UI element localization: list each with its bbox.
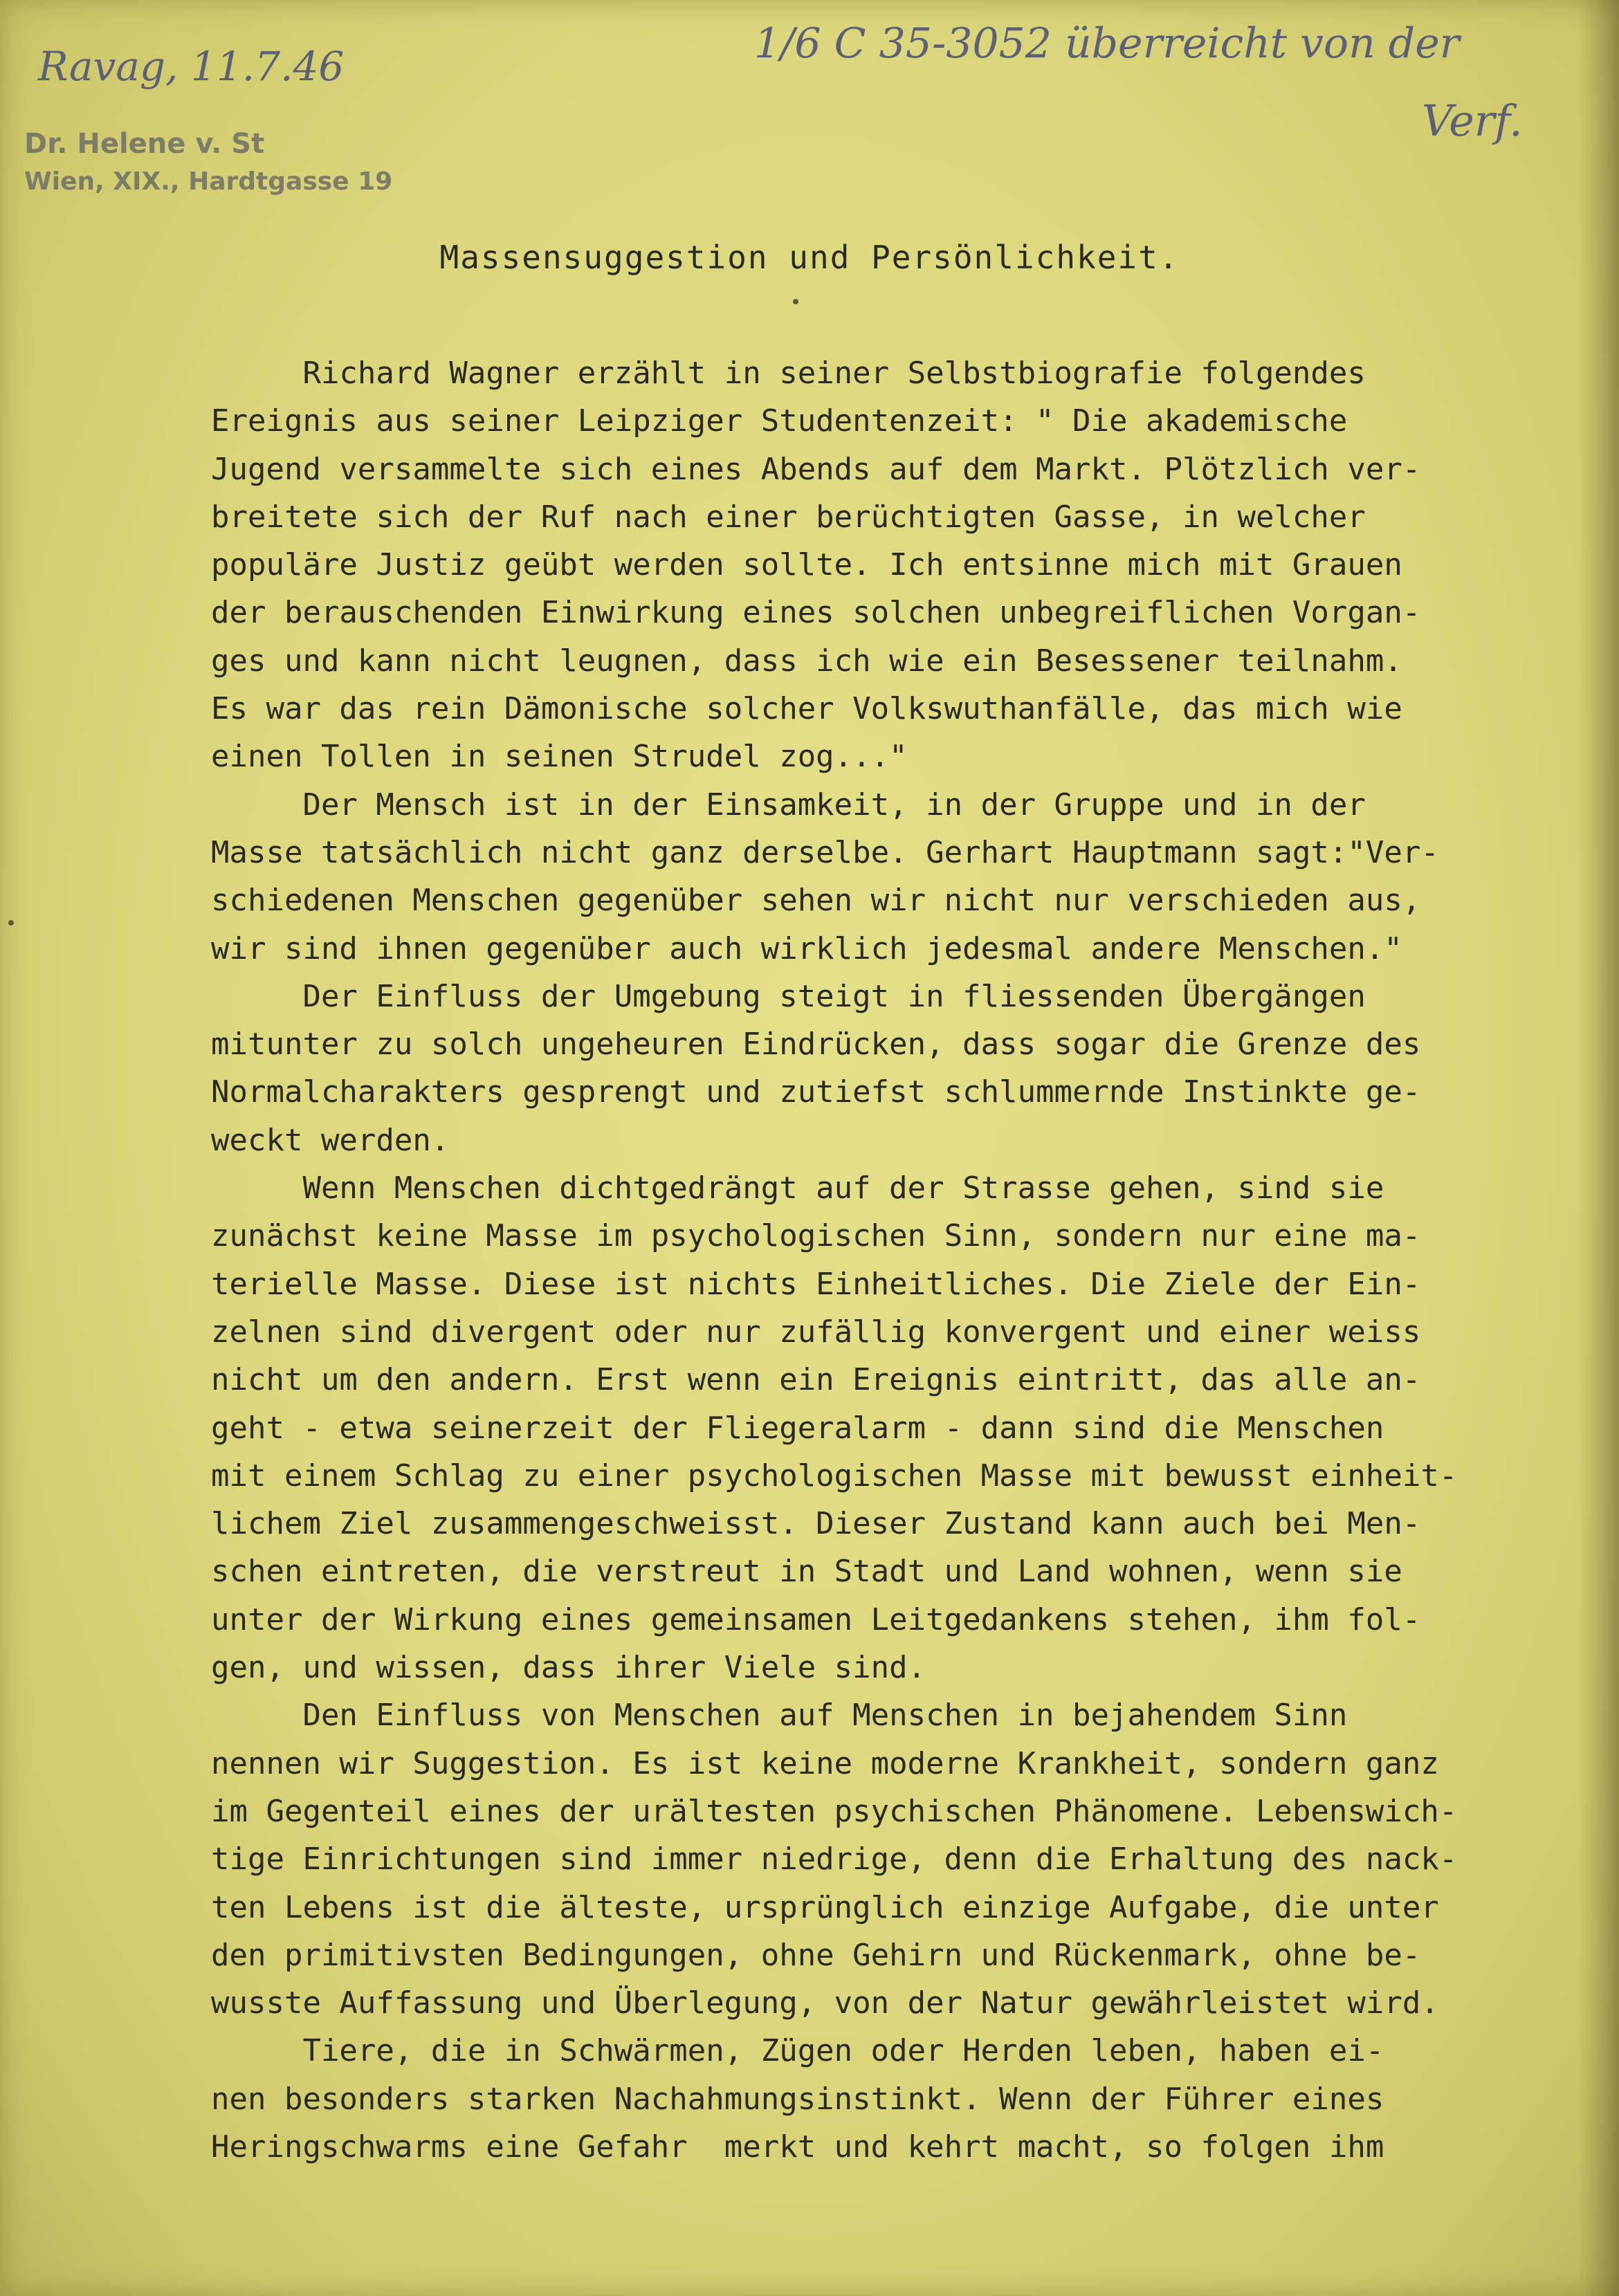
body-line: Es war das rein Dämonische solcher Volkswuthanfälle, das mich wie: [211, 691, 1402, 727]
author-stamp-address: Wien, XIX., Hardtgasse 19: [24, 167, 393, 196]
body-line: den primitivsten Bedingungen, ohne Gehirn und Rückenmark, ohne be-: [211, 1937, 1421, 1973]
page-edge-shadow: [1577, 0, 1619, 2296]
body-line: Jugend versammelte sich eines Abends auf dem Markt. Plötzlich ver-: [211, 451, 1421, 487]
body-line: der berauschenden Einwirkung eines solchen unbegreiflichen Vorgan-: [211, 595, 1421, 631]
body-line: weckt werden.: [211, 1122, 450, 1158]
body-line: nen besonders starken Nachahmungsinstinkt. Wenn der Führer eines: [211, 2081, 1384, 2117]
document-body: [211, 349, 1553, 2171]
body-line: ges und kann nicht leugnen, dass ich wie ein Besessener teilnahm.: [211, 643, 1402, 679]
body-line: breitete sich der Ruf nach einer berüchtigten Gasse, in welcher: [211, 499, 1366, 535]
body-line: schiedenen Menschen gegenüber sehen wir nicht nur verschieden aus,: [211, 883, 1421, 919]
body-line: terielle Masse. Diese ist nichts Einheitliches. Die Ziele der Ein-: [211, 1266, 1421, 1302]
body-line: Der Mensch ist in der Einsamkeit, in der Gruppe und in der: [211, 787, 1366, 823]
body-line: Normalcharakters gesprengt und zutiefst schlummernde Instinkte ge-: [211, 1074, 1421, 1110]
body-line: Tiere, die in Schwärmen, Zügen oder Herden leben, haben ei-: [211, 2033, 1384, 2069]
body-line: im Gegenteil eines der urältesten psychischen Phänomene. Lebenswich-: [211, 1793, 1458, 1829]
body-line: Den Einfluss von Menschen auf Menschen in bejahendem Sinn: [211, 1698, 1348, 1734]
body-line: mitunter zu solch ungeheuren Eindrücken, dass sogar die Grenze des: [211, 1027, 1421, 1063]
handwritten-author-note: Verf.: [1422, 95, 1523, 146]
body-line: Heringschwarms eine Gefahr merkt und kehrt macht, so folgen ihm: [211, 2129, 1384, 2165]
body-line: lichem Ziel zusammengeschweisst. Dieser Zustand kann auch bei Men-: [211, 1506, 1421, 1542]
body-line: schen eintreten, die verstreut in Stadt und Land wohnen, wenn sie: [211, 1554, 1402, 1590]
body-line: geht - etwa seinerzeit der Fliegeralarm - dann sind die Menschen: [211, 1410, 1384, 1446]
body-line: gen, und wissen, dass ihrer Viele sind.: [211, 1650, 926, 1686]
body-line: Der Einfluss der Umgebung steigt in fliessenden Übergängen: [211, 978, 1366, 1014]
body-line: Masse tatsächlich nicht ganz derselbe. Gerhart Hauptmann sagt:"Ver-: [211, 834, 1439, 870]
body-line: nennen wir Suggestion. Es ist keine moderne Krankheit, sondern ganz: [211, 1745, 1439, 1781]
body-line: zelnen sind divergent oder nur zufällig konvergent und einer weiss: [211, 1314, 1421, 1350]
body-line: unter der Wirkung eines gemeinsamen Leitgedankens stehen, ihm fol-: [211, 1601, 1421, 1637]
body-line: nicht um den andern. Erst wenn ein Ereignis eintritt, das alle an-: [211, 1362, 1421, 1398]
body-line: Ereignis aus seiner Leipziger Studentenzeit: " Die akademische: [211, 403, 1348, 439]
body-line: einen Tollen in seinen Strudel zog...": [211, 739, 908, 775]
handwritten-archive-note: 1/6 C 35-3052 überreicht von der: [754, 19, 1460, 68]
ink-speck: [8, 920, 14, 926]
handwritten-date-note: Ravag, 11.7.46: [38, 43, 345, 90]
document-title: Massensuggestion und Persönlichkeit.: [439, 239, 1180, 276]
body-line: wir sind ihnen gegenüber auch wirklich jedesmal andere Menschen.": [211, 930, 1402, 966]
body-line: Richard Wagner erzählt in seiner Selbstbiografie folgendes: [211, 356, 1366, 391]
body-line: populäre Justiz geübt werden sollte. Ich entsinne mich mit Grauen: [211, 547, 1402, 583]
body-line: wusste Auffassung und Überlegung, von der Natur gewährleistet wird.: [211, 1985, 1439, 2021]
body-line: tige Einrichtungen sind immer niedrige, denn die Erhaltung des nack-: [211, 1842, 1458, 1877]
body-line: ten Lebens ist die älteste, ursprünglich einzige Aufgabe, die unter: [211, 1889, 1439, 1925]
author-stamp-name: Dr. Helene v. St: [24, 128, 265, 160]
body-line: zunächst keine Masse im psychologischen Sinn, sondern nur eine ma-: [211, 1218, 1421, 1254]
ink-speck: [793, 299, 798, 304]
body-line: mit einem Schlag zu einer psychologischen Masse mit bewusst einheit-: [211, 1458, 1458, 1494]
body-line: Wenn Menschen dichtgedrängt auf der Strasse gehen, sind sie: [211, 1170, 1384, 1206]
